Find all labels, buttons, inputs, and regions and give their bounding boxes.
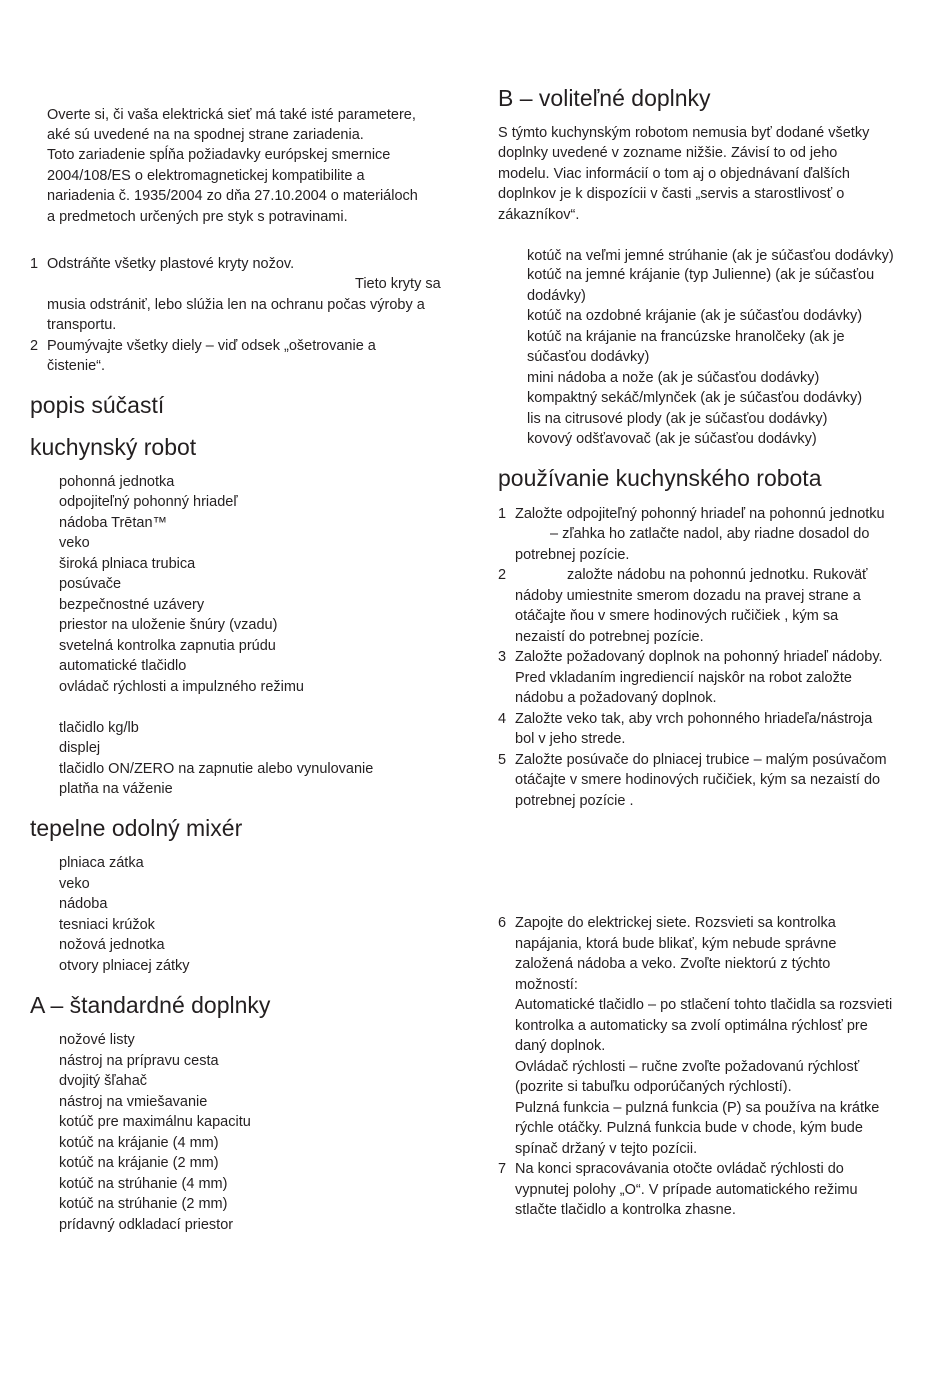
list-item: mini nádoba a nože (ak je súčasťou dodávky) xyxy=(527,370,820,386)
step-text: Odstráňte všetky plastové kryty nožov. xyxy=(47,256,295,272)
step-text: rýchle otáčky. Pulzná funkcia bude v chode, kým bude xyxy=(515,1120,863,1136)
list-item: kotúč na ozdobné krájanie (ak je súčasťou dodávky) xyxy=(527,308,863,324)
list-item: kotúč na jemné krájanie (typ Julienne) (ak je súčasťou xyxy=(527,267,875,283)
intro-line: aké sú uvedené na na spodnej strane zariadenia. xyxy=(47,127,364,143)
list-item: tlačidlo ON/ZERO na zapnutie alebo vynulovanie xyxy=(59,761,374,777)
list-item: nádoba xyxy=(59,896,108,912)
list-item: automatické tlačidlo xyxy=(59,658,187,674)
step-text: napájania, ktorá bude blikať, kým nebude správne xyxy=(515,936,837,952)
list-item: kotúč na krájanie na francúzske hranolčeky (ak je xyxy=(527,329,845,345)
step-text: otáčajte v smere hodinových ručičiek, kým sa nezaistí do xyxy=(515,772,881,788)
list-item: tlačidlo kg/lb xyxy=(59,720,139,736)
list-item: nástroj na prípravu cesta xyxy=(59,1053,219,1069)
step-text: vypnutej polohy „O“. V prípade automatického režimu xyxy=(515,1182,858,1198)
intro-line: 2004/108/ES o elektromagnetickej kompatibilite a xyxy=(47,168,365,184)
list-item: lis na citrusové plody (ak je súčasťou dodávky) xyxy=(527,411,828,427)
intro-line: zákazníkov“. xyxy=(498,207,580,223)
step-text: Ovládač rýchlosti – ručne zvoľte požadovanú rýchlosť xyxy=(515,1059,860,1075)
step-number: 2 xyxy=(30,338,39,354)
step-number: 6 xyxy=(498,915,507,931)
list-item: kovový odšťavovač (ak je súčasťou dodávky) xyxy=(527,431,817,447)
step-number: 3 xyxy=(498,649,507,665)
step-text: spínač držaný v tejto pozícii. xyxy=(515,1141,698,1157)
intro-line: nariadenia č. 1935/2004 zo dňa 27.10.2004 o materiáloch xyxy=(47,188,418,204)
list-item: súčasťou dodávky) xyxy=(527,349,650,365)
step-text: možností: xyxy=(515,977,578,993)
step-text: Pulzná funkcia – pulzná funkcia (P) sa používa na krátke xyxy=(515,1100,880,1116)
heading-optional-accessories: B – voliteľné doplnky xyxy=(498,85,711,111)
step-text: Založte posúvače do plniacej trubice – malým posúvačom xyxy=(515,752,887,768)
step-text: otáčajte ňou v smere hodinových ručičiek , kým sa xyxy=(515,608,839,624)
step-text: Založte veko tak, aby vrch pohonného hriadeľa/nástroja xyxy=(515,711,873,727)
step-text: Poumývajte všetky diely – viď odsek „ošetrovanie a xyxy=(47,338,376,354)
step-text: Tieto kryty sa xyxy=(355,276,441,292)
list-item: široká plniaca trubica xyxy=(59,556,196,572)
step-text: bol v jeho strede. xyxy=(515,731,626,747)
step-text: Zapojte do elektrickej siete. Rozsvieti sa kontrolka xyxy=(515,915,836,931)
list-item: kotúč na strúhanie (2 mm) xyxy=(59,1196,228,1212)
step-text: musia odstrániť, lebo slúžia len na ochranu počas výroby a xyxy=(47,297,425,313)
list-item: kotúč na strúhanie (4 mm) xyxy=(59,1176,228,1192)
step-text: založte nádobu na pohonnú jednotku. Rukoväť xyxy=(567,567,868,583)
list-item: nástroj na vmiešavanie xyxy=(59,1094,208,1110)
step-text: Založte odpojiteľný pohonný hriadeľ na pohonnú jednotku xyxy=(515,506,885,522)
list-item: odpojiteľný pohonný hriadeľ xyxy=(59,494,238,510)
list-item: bezpečnostné uzávery xyxy=(59,597,205,613)
list-item: kompaktný sekáč/mlynček (ak je súčasťou dodávky) xyxy=(527,390,863,406)
step-text: Automatické tlačidlo – po stlačení tohto tlačidla sa rozsvieti xyxy=(515,997,893,1013)
step-text: Na konci spracovávania otočte ovládač rýchlosti do xyxy=(515,1161,844,1177)
list-item: kotúč pre maximálnu kapacitu xyxy=(59,1114,251,1130)
step-number: 4 xyxy=(498,711,507,727)
intro-line: a predmetoch určených pre styk s potravinami. xyxy=(47,209,348,225)
step-text: potrebnej pozície . xyxy=(515,793,634,809)
step-text: transportu. xyxy=(47,317,117,333)
list-item: prídavný odkladací priestor xyxy=(59,1217,234,1233)
intro-line: doplnky uvedené v zozname nižšie. Závisí to od jeho xyxy=(498,145,838,161)
list-item: kotúč na krájanie (2 mm) xyxy=(59,1155,219,1171)
step-number: 2 xyxy=(498,567,507,583)
list-item: ovládač rýchlosti a impulzného režimu xyxy=(59,679,304,695)
list-item: platňa na váženie xyxy=(59,781,173,797)
intro-line: modelu. Viac informácií o tom aj o objednávaní ďalších xyxy=(498,166,851,182)
heading-mixer: tepelne odolný mixér xyxy=(30,815,243,841)
heading-standard-accessories: A – štandardné doplnky xyxy=(30,992,271,1018)
list-item: svetelná kontrolka zapnutia prúdu xyxy=(59,638,276,654)
step-text: Pred vkladaním ingrediencií najskôr na robot založte xyxy=(515,670,852,686)
step-number: 1 xyxy=(498,506,507,522)
list-item: nožová jednotka xyxy=(59,937,165,953)
step-text: – zľahka ho zatlačte nadol, aby riadne dosadol do xyxy=(550,526,870,542)
step-number: 1 xyxy=(30,256,39,272)
step-number: 7 xyxy=(498,1161,507,1177)
step-text: nezaistí do potrebnej pozície. xyxy=(515,629,704,645)
heading-usage: používanie kuchynského robota xyxy=(498,465,822,491)
step-text: čistenie“. xyxy=(47,358,106,374)
step-text: (pozrite si tabuľku odporúčaných rýchlostí). xyxy=(515,1079,792,1095)
list-item: tesniaci krúžok xyxy=(59,917,155,933)
intro-line: Toto zariadenie spĺňa požiadavky európskej smernice xyxy=(47,147,391,163)
list-item: kotúč na krájanie (4 mm) xyxy=(59,1135,219,1151)
list-item: otvory plniacej zátky xyxy=(59,958,190,974)
list-item: posúvače xyxy=(59,576,122,592)
list-item: dodávky) xyxy=(527,288,586,304)
step-text: kontrolka a automaticky sa zvolí optimálna rýchlosť pre xyxy=(515,1018,868,1034)
step-text: nádobu a požadovaný doplnok. xyxy=(515,690,717,706)
step-number: 5 xyxy=(498,752,507,768)
intro-line: doplnkov je k dispozícii v časti „servis a starostlivosť o xyxy=(498,186,845,202)
intro-line: Overte si, či vaša elektrická sieť má také isté parametere, xyxy=(47,107,416,123)
step-text: daný doplnok. xyxy=(515,1038,606,1054)
heading-robot: kuchynský robot xyxy=(30,434,197,460)
list-item: dvojitý šľahač xyxy=(59,1073,148,1089)
list-item: nožové listy xyxy=(59,1032,135,1048)
step-text: založená nádoba a veko. Zvoľte niektorú z týchto xyxy=(515,956,831,972)
step-text: potrebnej pozície. xyxy=(515,547,630,563)
list-item: nádoba Trētan™ xyxy=(59,515,168,531)
step-text: stlačte tlačidlo a kontrolka zhasne. xyxy=(515,1202,736,1218)
list-item: veko xyxy=(59,535,90,551)
intro-line: S týmto kuchynským robotom nemusia byť dodané všetky xyxy=(498,125,870,141)
list-item: priestor na uloženie šnúry (vzadu) xyxy=(59,617,278,633)
list-item: pohonná jednotka xyxy=(59,474,175,490)
list-item: kotúč na veľmi jemné strúhanie (ak je súčasťou dodávky) xyxy=(527,248,894,264)
list-item: displej xyxy=(59,740,101,756)
list-item: plniaca zátka xyxy=(59,855,144,871)
heading-popis: popis súčastí xyxy=(30,392,165,418)
step-text: Založte požadovaný doplnok na pohonný hriadeľ nádoby. xyxy=(515,649,883,665)
step-text: nádoby umiestnite smerom dozadu na pravej strane a xyxy=(515,588,861,604)
list-item: veko xyxy=(59,876,90,892)
